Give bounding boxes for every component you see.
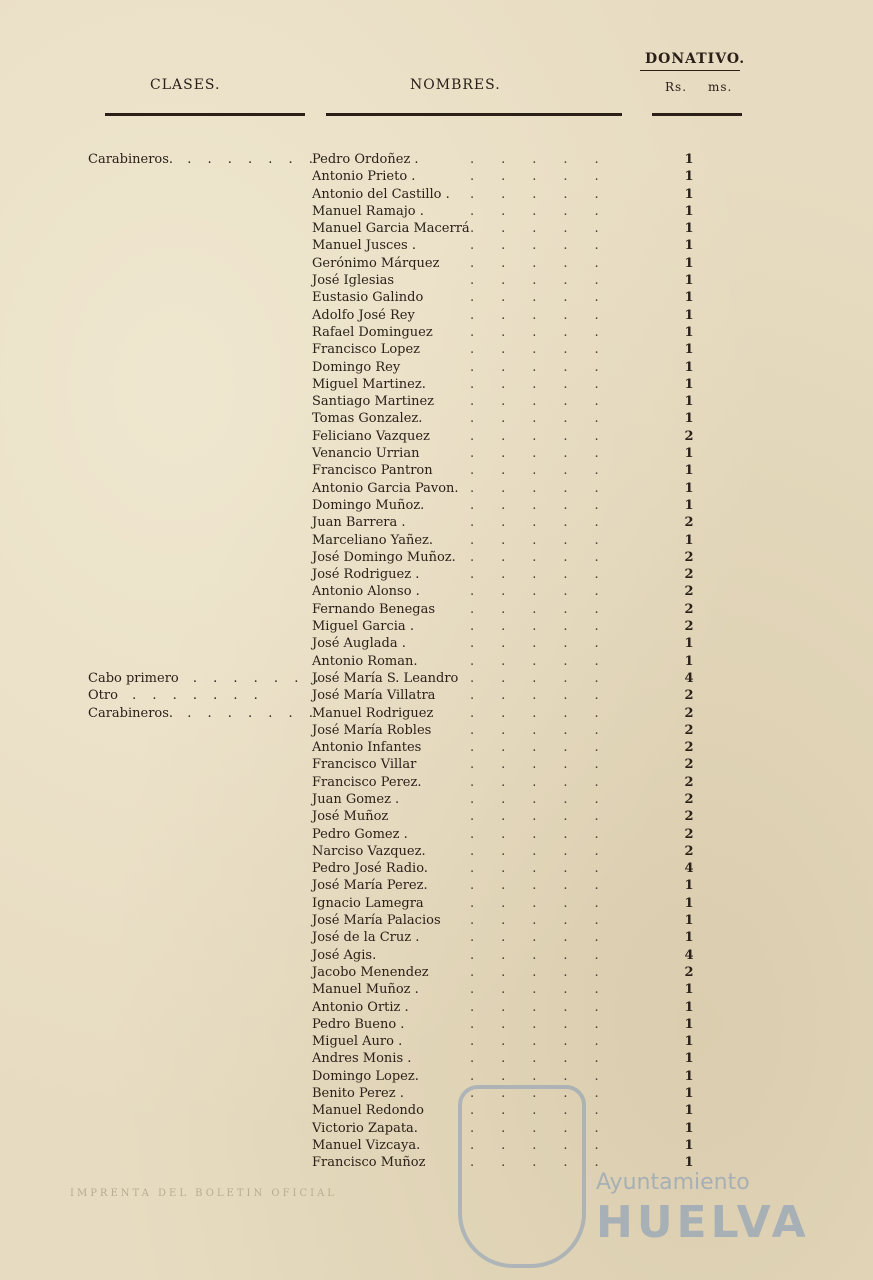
row-reales: 2 [684, 705, 694, 721]
row-reales: 2 [684, 584, 694, 600]
table-row [0, 635, 873, 652]
row-nombre: Andres Monis . [312, 1051, 412, 1067]
row-nombre: Francisco Muñoz [312, 1155, 426, 1171]
leader-dots: ..... [470, 705, 626, 721]
row-nombre: Francisco Villar [312, 757, 417, 773]
row-nombre: Antonio Roman. [312, 653, 418, 669]
row-reales: 1 [684, 255, 694, 271]
row-clase [88, 670, 325, 687]
leader-dots: ..... [470, 601, 626, 617]
watermark [458, 1085, 810, 1265]
leader-dots: ..... [470, 1103, 626, 1119]
table-row [0, 687, 873, 704]
row-nombre: Antonio Garcia Pavon. [312, 480, 459, 496]
row-reales: 2 [684, 601, 694, 617]
row-reales: 2 [684, 549, 694, 565]
table-row [0, 151, 873, 168]
row-nombre: Venancio Urrian [312, 446, 420, 462]
row-reales: 2 [684, 757, 694, 773]
header-clases: CLASES. [150, 77, 221, 93]
row-nombre: Domingo Muñoz. [312, 497, 425, 513]
row-reales: 1 [684, 1137, 694, 1153]
leader-dots: ..... [470, 255, 626, 271]
table-row [0, 860, 873, 877]
row-nombre: José Muñoz [312, 809, 389, 825]
table-row [0, 705, 873, 722]
leader-dots: . . . . . . . [177, 152, 319, 167]
row-reales: 1 [684, 1120, 694, 1136]
leader-dots: ..... [470, 1155, 626, 1171]
leader-dots: ..... [470, 411, 626, 427]
row-nombre: Rafael Dominguez [312, 324, 433, 340]
leader-dots: ..... [470, 342, 626, 358]
leader-dots: ..... [470, 549, 626, 565]
row-reales: 2 [684, 722, 694, 738]
leader-dots: ..... [470, 532, 626, 548]
table-row [0, 289, 873, 306]
leader-dots: ..... [470, 463, 626, 479]
row-nombre: Juan Gomez . [312, 791, 400, 807]
table-row [0, 964, 873, 981]
table-row [0, 912, 873, 929]
table-row [0, 947, 873, 964]
table-row [0, 445, 873, 462]
row-reales: 2 [684, 515, 694, 531]
row-reales: 1 [684, 152, 694, 167]
table-row [0, 497, 873, 514]
leader-dots: ..... [470, 290, 626, 306]
table-row [0, 220, 873, 237]
table-row [0, 791, 873, 808]
row-nombre: Manuel Jusces . [312, 238, 416, 254]
row-reales: 1 [684, 1068, 694, 1084]
row-reales: 2 [684, 428, 694, 444]
table-row [0, 739, 873, 756]
leader-dots: ..... [470, 774, 626, 790]
leader-dots: ..... [470, 809, 626, 825]
table-row [0, 255, 873, 272]
leader-dots: ..... [470, 964, 626, 980]
leader-dots: ..... [470, 203, 626, 219]
leader-dots: ..... [470, 567, 626, 583]
table-row [0, 341, 873, 358]
row-nombre: Feliciano Vazquez [312, 428, 430, 444]
leader-dots: ..... [470, 359, 626, 375]
row-reales: 1 [684, 480, 694, 496]
row-reales: 4 [684, 947, 694, 963]
row-nombre: Pedro José Radio. [312, 861, 428, 877]
row-nombre: José Iglesias [312, 273, 395, 289]
row-nombre: Jacobo Menendez [312, 964, 429, 980]
leader-dots: ..... [470, 895, 626, 911]
row-nombre: José María Perez. [312, 878, 428, 894]
row-nombre: Manuel Muñoz . [312, 982, 419, 998]
table-row [0, 929, 873, 946]
table-row [0, 583, 873, 600]
leader-dots: ..... [470, 982, 626, 998]
table-row [0, 999, 873, 1016]
row-reales: 1 [684, 290, 694, 306]
leader-dots: ..... [470, 169, 626, 185]
leader-dots: . . . . . . . [177, 705, 319, 721]
row-nombre: Antonio Prieto . [312, 169, 416, 185]
row-nombre: Miguel Garcia . [312, 619, 414, 635]
watermark-line2: HUELVA [596, 1197, 810, 1248]
header-donativo: DONATIVO. [645, 51, 746, 67]
row-nombre: Gerónimo Márquez [312, 255, 440, 271]
row-reales: 1 [684, 1086, 694, 1102]
row-nombre: Manuel Vizcaya. [312, 1137, 421, 1153]
row-nombre: Manuel Ramajo . [312, 203, 424, 219]
leader-dots: . . . . . . . [121, 688, 264, 704]
row-nombre: Antonio Alonso . [312, 584, 420, 600]
table-row [0, 168, 873, 185]
table-row [0, 203, 873, 220]
leader-dots: ..... [470, 1137, 626, 1153]
header-nombres: NOMBRES. [410, 77, 501, 93]
leader-dots: ..... [470, 428, 626, 444]
leader-dots: ..... [470, 636, 626, 652]
leader-dots: ..... [470, 722, 626, 738]
row-reales: 1 [684, 1103, 694, 1119]
leader-dots: ..... [470, 376, 626, 392]
row-reales: 1 [684, 999, 694, 1015]
table-row [0, 895, 873, 912]
leader-dots: ..... [470, 619, 626, 635]
table-row [0, 981, 873, 998]
row-reales: 2 [684, 740, 694, 756]
row-nombre: Francisco Lopez [312, 342, 421, 358]
watermark-line1: Ayuntamiento [596, 1170, 750, 1195]
row-reales: 1 [684, 1155, 694, 1171]
row-nombre: José María S. Leandro [312, 670, 459, 686]
row-reales: 1 [684, 463, 694, 479]
row-reales: 1 [684, 273, 694, 289]
table-row [0, 272, 873, 289]
row-reales: 1 [684, 446, 694, 462]
leader-dots: ..... [470, 152, 626, 167]
table-row [0, 756, 873, 773]
row-reales: 1 [684, 238, 694, 254]
leader-dots: ..... [470, 1051, 626, 1067]
header-rule-clases [105, 113, 305, 116]
donativo-underline [640, 70, 740, 71]
row-nombre: Santiago Martinez [312, 394, 435, 410]
leader-dots: ..... [470, 861, 626, 877]
table-row [0, 237, 873, 254]
table-row [0, 670, 873, 687]
leader-dots: ..... [470, 688, 626, 704]
row-reales: 1 [684, 878, 694, 894]
row-reales: 1 [684, 324, 694, 340]
leader-dots: ..... [470, 826, 626, 842]
table-row [0, 532, 873, 549]
row-nombre: Manuel Redondo [312, 1103, 424, 1119]
row-reales: 4 [684, 670, 694, 686]
leader-dots: ..... [470, 843, 626, 859]
table-row [0, 826, 873, 843]
row-nombre: Tomas Gonzalez. [312, 411, 423, 427]
table-row [0, 808, 873, 825]
table-row [0, 549, 873, 566]
row-reales: 1 [684, 497, 694, 513]
row-nombre: José Rodriguez . [312, 567, 420, 583]
table-row [0, 307, 873, 324]
row-reales: 4 [684, 861, 694, 877]
row-reales: 2 [684, 809, 694, 825]
table-row [0, 428, 873, 445]
row-reales: 1 [684, 203, 694, 219]
header-rule-nombres [326, 113, 622, 116]
row-nombre: Juan Barrera . [312, 515, 406, 531]
row-reales: 1 [684, 532, 694, 548]
table-row [0, 1033, 873, 1050]
leader-dots: ..... [470, 221, 626, 237]
leader-dots: ..... [470, 307, 626, 323]
row-reales: 1 [684, 169, 694, 185]
leader-dots: ..... [470, 999, 626, 1015]
row-clase-text: Otro [88, 688, 118, 704]
row-nombre: José María Robles [312, 722, 432, 738]
leader-dots: ..... [470, 394, 626, 410]
table-row [0, 722, 873, 739]
row-reales: 2 [684, 791, 694, 807]
row-nombre: Eustasio Galindo [312, 290, 424, 306]
row-nombre: Miguel Martinez. [312, 376, 426, 392]
leader-dots: ..... [470, 653, 626, 669]
row-reales: 2 [684, 843, 694, 859]
shield-icon [458, 1085, 586, 1268]
row-nombre: Antonio Ortiz . [312, 999, 409, 1015]
row-nombre: Manuel Garcia Macerrá [312, 221, 470, 237]
row-nombre: José Agis. [312, 947, 377, 963]
leader-dots: ..... [470, 791, 626, 807]
leader-dots: ..... [470, 1016, 626, 1032]
leader-dots: ..... [470, 186, 626, 202]
row-clase-text: Carabineros. [88, 152, 174, 167]
table-row [0, 514, 873, 531]
row-reales: 2 [684, 774, 694, 790]
row-reales: 1 [684, 359, 694, 375]
leader-dots: ..... [470, 670, 626, 686]
row-reales: 1 [684, 895, 694, 911]
row-clase-text: Cabo primero [88, 670, 179, 686]
row-nombre: Victorio Zapata. [312, 1120, 418, 1136]
row-nombre: José Domingo Muñoz. [312, 549, 456, 565]
row-nombre: Francisco Perez. [312, 774, 422, 790]
row-nombre: Narciso Vazquez. [312, 843, 426, 859]
leader-dots: ..... [470, 930, 626, 946]
donation-list [0, 151, 873, 1172]
leader-dots: ..... [470, 1086, 626, 1102]
leader-dots: ..... [470, 1120, 626, 1136]
row-reales: 2 [684, 826, 694, 842]
row-nombre: Fernando Benegas [312, 601, 436, 617]
row-clase [88, 687, 264, 704]
row-nombre: Antonio Infantes [312, 740, 422, 756]
table-row [0, 1068, 873, 1085]
table-row [0, 774, 873, 791]
row-reales: 1 [684, 913, 694, 929]
table-row [0, 618, 873, 635]
table-row [0, 324, 873, 341]
leader-dots: ..... [470, 238, 626, 254]
table-row [0, 410, 873, 427]
row-nombre: Domingo Lopez. [312, 1068, 419, 1084]
table-row [0, 393, 873, 410]
table-row [0, 1050, 873, 1067]
row-nombre: Francisco Pantron [312, 463, 433, 479]
row-nombre: José de la Cruz . [312, 930, 420, 946]
row-nombre: José María Villatra [312, 688, 436, 704]
leader-dots: ..... [470, 1068, 626, 1084]
row-reales: 1 [684, 930, 694, 946]
row-reales: 1 [684, 653, 694, 669]
header-ms: ms. [708, 80, 733, 94]
row-reales: 1 [684, 411, 694, 427]
row-reales: 2 [684, 567, 694, 583]
leader-dots: ..... [470, 497, 626, 513]
row-nombre: Marceliano Yañez. [312, 532, 434, 548]
header-rs: Rs. [665, 80, 688, 94]
table-row [0, 653, 873, 670]
row-reales: 1 [684, 376, 694, 392]
row-clase-text: Carabineros. [88, 705, 174, 721]
leader-dots: ..... [470, 878, 626, 894]
row-nombre: Domingo Rey [312, 359, 401, 375]
header-rule-donativo [652, 113, 742, 116]
table-row [0, 186, 873, 203]
leader-dots: . . . . . . . [182, 670, 325, 686]
row-reales: 1 [684, 1016, 694, 1032]
printer-footer: IMPRENTA DEL BOLETIN OFICIAL [70, 1188, 337, 1199]
table-row [0, 376, 873, 393]
row-reales: 1 [684, 636, 694, 652]
leader-dots: ..... [470, 757, 626, 773]
row-reales: 2 [684, 619, 694, 635]
table-row [0, 359, 873, 376]
row-clase [88, 705, 319, 722]
row-reales: 1 [684, 186, 694, 202]
table-row [0, 462, 873, 479]
row-reales: 1 [684, 1034, 694, 1050]
row-nombre: Ignacio Lamegra [312, 895, 424, 911]
leader-dots: ..... [470, 913, 626, 929]
row-clase [88, 151, 319, 168]
leader-dots: ..... [470, 947, 626, 963]
leader-dots: ..... [470, 584, 626, 600]
row-nombre: Antonio del Castillo . [312, 186, 450, 202]
row-reales: 1 [684, 394, 694, 410]
table-row [0, 566, 873, 583]
leader-dots: ..... [470, 480, 626, 496]
table-row [0, 843, 873, 860]
row-nombre: Pedro Ordoñez . [312, 152, 419, 167]
row-reales: 1 [684, 982, 694, 998]
leader-dots: ..... [470, 273, 626, 289]
row-reales: 1 [684, 342, 694, 358]
row-reales: 1 [684, 1051, 694, 1067]
row-reales: 2 [684, 964, 694, 980]
leader-dots: ..... [470, 1034, 626, 1050]
row-reales: 1 [684, 307, 694, 323]
table-row [0, 1016, 873, 1033]
table-row [0, 877, 873, 894]
table-row [0, 601, 873, 618]
row-nombre: Adolfo José Rey [312, 307, 415, 323]
leader-dots: ..... [470, 446, 626, 462]
row-nombre: Manuel Rodriguez [312, 705, 434, 721]
row-nombre: Pedro Bueno . [312, 1016, 405, 1032]
row-reales: 2 [684, 688, 694, 704]
row-nombre: Pedro Gomez . [312, 826, 408, 842]
row-nombre: Miguel Auro . [312, 1034, 403, 1050]
row-reales: 1 [684, 221, 694, 237]
row-nombre: Benito Perez . [312, 1086, 404, 1102]
row-nombre: José María Palacios [312, 913, 441, 929]
table-row [0, 480, 873, 497]
row-nombre: José Auglada . [312, 636, 406, 652]
leader-dots: ..... [470, 515, 626, 531]
leader-dots: ..... [470, 740, 626, 756]
leader-dots: ..... [470, 324, 626, 340]
